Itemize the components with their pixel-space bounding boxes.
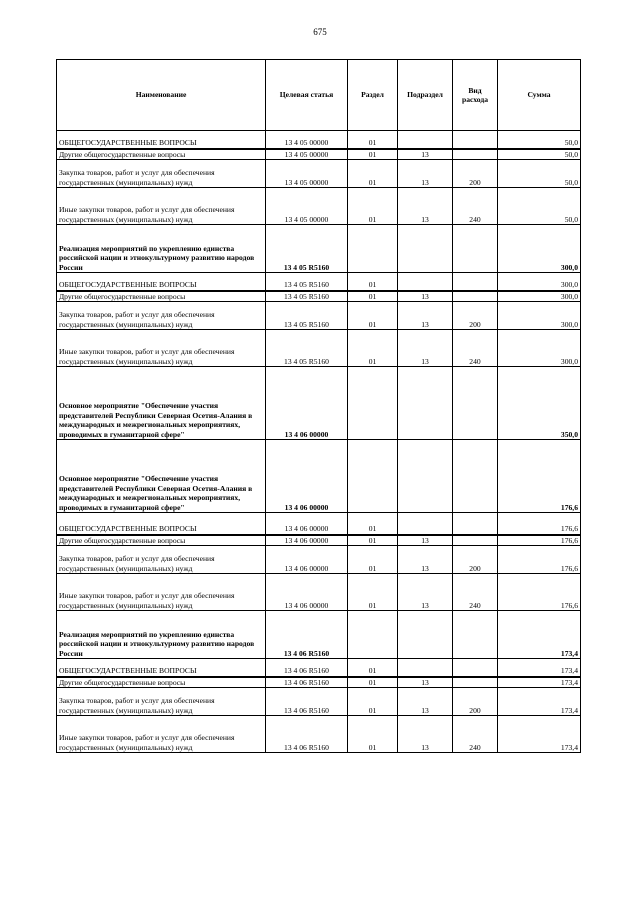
cell-section [348,611,398,659]
cell-subsection: 13 [398,688,453,716]
cell-subsection [398,659,453,677]
cell-section: 01 [348,302,398,330]
cell-name: ОБЩЕГОСУДАРСТВЕННЫЕ ВОПРОСЫ [57,659,266,677]
cell-subsection [398,513,453,535]
cell-name: Реализация мероприятий по укреплению единства российской нации и этнокультурному развитию народов России [57,611,266,659]
cell-expense-type [453,659,498,677]
cell-target-article: 13 4 05 00000 [266,149,348,160]
header-sum: Сумма [498,60,581,131]
page-number: 675 [313,27,327,37]
cell-target-article: 13 4 05 00000 [266,188,348,225]
cell-name: Иные закупки товаров, работ и услуг для обеспечения государственных (муниципальных) нужд [57,330,266,367]
cell-section: 01 [348,659,398,677]
cell-expense-type: 200 [453,160,498,188]
header-expense-type: Вид расхода [453,60,498,131]
cell-target-article: 13 4 06 00000 [266,546,348,574]
table-row [57,611,581,659]
budget-table [56,59,581,753]
cell-expense-type [453,535,498,546]
cell-target-article: 13 4 06 R5160 [266,677,348,688]
cell-subsection: 13 [398,188,453,225]
cell-subsection [398,440,453,513]
table-row [57,716,581,753]
cell-name: Основное мероприятие "Обеспечение участия представителей Республики Северная Осетия-Алания в международных и межрегиональных мероприятиях, проводимых в гуманитарной сфере" [57,367,266,440]
cell-sum: 176,6 [498,574,581,611]
cell-sum: 50,0 [498,149,581,160]
header-target-article: Целевая статья [266,60,348,131]
cell-subsection [398,611,453,659]
table-row [57,677,581,688]
cell-sum: 50,0 [498,160,581,188]
cell-name: Другие общегосударственные вопросы [57,677,266,688]
cell-subsection: 13 [398,535,453,546]
cell-name: ОБЩЕГОСУДАРСТВЕННЫЕ ВОПРОСЫ [57,131,266,149]
cell-sum: 50,0 [498,188,581,225]
header-name: Наименование [57,60,266,131]
cell-target-article: 13 4 05 R5160 [266,273,348,291]
table-row [57,302,581,330]
table-row [57,440,581,513]
cell-expense-type [453,611,498,659]
cell-target-article: 13 4 06 00000 [266,535,348,546]
cell-name: Закупка товаров, работ и услуг для обеспечения государственных (муниципальных) нужд [57,302,266,330]
cell-section [348,225,398,273]
table-row [57,535,581,546]
cell-section: 01 [348,513,398,535]
cell-sum: 176,6 [498,513,581,535]
cell-target-article: 13 4 06 R5160 [266,659,348,677]
cell-name: Закупка товаров, работ и услуг для обеспечения государственных (муниципальных) нужд [57,546,266,574]
cell-expense-type [453,131,498,149]
cell-sum: 173,4 [498,716,581,753]
cell-sum: 300,0 [498,291,581,302]
cell-name: Другие общегосударственные вопросы [57,291,266,302]
table-row [57,330,581,367]
cell-subsection: 13 [398,716,453,753]
cell-section [348,440,398,513]
cell-target-article: 13 4 06 R5160 [266,716,348,753]
table-row [57,574,581,611]
cell-expense-type: 200 [453,546,498,574]
cell-name: Иные закупки товаров, работ и услуг для обеспечения государственных (муниципальных) нужд [57,574,266,611]
cell-target-article: 13 4 05 R5160 [266,302,348,330]
cell-sum: 300,0 [498,330,581,367]
cell-name: Другие общегосударственные вопросы [57,535,266,546]
cell-sum: 173,4 [498,677,581,688]
cell-section: 01 [348,330,398,367]
cell-expense-type [453,513,498,535]
table-row [57,188,581,225]
cell-expense-type: 240 [453,574,498,611]
cell-section: 01 [348,546,398,574]
cell-section: 01 [348,535,398,546]
cell-expense-type: 200 [453,302,498,330]
cell-sum: 300,0 [498,273,581,291]
cell-subsection: 13 [398,302,453,330]
cell-section: 01 [348,716,398,753]
header-section: Раздел [348,60,398,131]
table-row [57,149,581,160]
cell-subsection: 13 [398,330,453,367]
table-row [57,131,581,149]
cell-sum: 300,0 [498,225,581,273]
cell-expense-type [453,677,498,688]
cell-name: ОБЩЕГОСУДАРСТВЕННЫЕ ВОПРОСЫ [57,273,266,291]
cell-section: 01 [348,160,398,188]
cell-sum: 350,0 [498,367,581,440]
cell-sum: 50,0 [498,131,581,149]
table-row [57,659,581,677]
cell-target-article: 13 4 05 00000 [266,160,348,188]
cell-name: Закупка товаров, работ и услуг для обеспечения государственных (муниципальных) нужд [57,688,266,716]
cell-expense-type [453,440,498,513]
cell-subsection [398,225,453,273]
cell-subsection: 13 [398,677,453,688]
cell-section: 01 [348,273,398,291]
cell-expense-type: 240 [453,330,498,367]
cell-expense-type [453,273,498,291]
cell-sum: 176,6 [498,535,581,546]
cell-subsection: 13 [398,546,453,574]
cell-name: Иные закупки товаров, работ и услуг для обеспечения государственных (муниципальных) нужд [57,188,266,225]
cell-name: Иные закупки товаров, работ и услуг для обеспечения государственных (муниципальных) нужд [57,716,266,753]
cell-target-article: 13 4 05 R5160 [266,225,348,273]
cell-section: 01 [348,688,398,716]
cell-expense-type [453,149,498,160]
cell-expense-type [453,291,498,302]
cell-name: Закупка товаров, работ и услуг для обеспечения государственных (муниципальных) нужд [57,160,266,188]
cell-expense-type: 240 [453,188,498,225]
cell-subsection [398,367,453,440]
cell-subsection [398,131,453,149]
cell-target-article: 13 4 06 R5160 [266,611,348,659]
cell-target-article: 13 4 05 R5160 [266,291,348,302]
cell-subsection: 13 [398,149,453,160]
cell-section [348,367,398,440]
cell-target-article: 13 4 05 00000 [266,131,348,149]
cell-sum: 173,4 [498,688,581,716]
table-row [57,273,581,291]
cell-section: 01 [348,131,398,149]
cell-expense-type: 200 [453,688,498,716]
table-row [57,688,581,716]
table-row [57,291,581,302]
cell-sum: 173,4 [498,611,581,659]
cell-name: ОБЩЕГОСУДАРСТВЕННЫЕ ВОПРОСЫ [57,513,266,535]
cell-name: Основное мероприятие "Обеспечение участия представителей Республики Северная Осетия-Алания в международных и межрегиональных мероприятиях, проводимых в гуманитарной сфере" [57,440,266,513]
table-row [57,225,581,273]
cell-expense-type [453,367,498,440]
cell-sum: 300,0 [498,302,581,330]
table-row [57,367,581,440]
cell-target-article: 13 4 06 00000 [266,513,348,535]
cell-section: 01 [348,677,398,688]
table-row [57,546,581,574]
cell-expense-type: 240 [453,716,498,753]
table-row [57,160,581,188]
cell-target-article: 13 4 06 00000 [266,367,348,440]
cell-sum: 176,6 [498,440,581,513]
cell-subsection: 13 [398,160,453,188]
cell-sum: 173,4 [498,659,581,677]
cell-subsection: 13 [398,574,453,611]
cell-target-article: 13 4 06 00000 [266,440,348,513]
cell-target-article: 13 4 06 R5160 [266,688,348,716]
cell-target-article: 13 4 06 00000 [266,574,348,611]
cell-subsection: 13 [398,291,453,302]
cell-section: 01 [348,574,398,611]
table-row [57,513,581,535]
cell-subsection [398,273,453,291]
table-header-row [57,60,581,131]
cell-name: Реализация мероприятий по укреплению единства российской нации и этнокультурному развитию народов России [57,225,266,273]
cell-name: Другие общегосударственные вопросы [57,149,266,160]
cell-sum: 176,6 [498,546,581,574]
header-subsection: Подраздел [398,60,453,131]
cell-section: 01 [348,149,398,160]
cell-target-article: 13 4 05 R5160 [266,330,348,367]
cell-expense-type [453,225,498,273]
cell-section: 01 [348,291,398,302]
cell-section: 01 [348,188,398,225]
